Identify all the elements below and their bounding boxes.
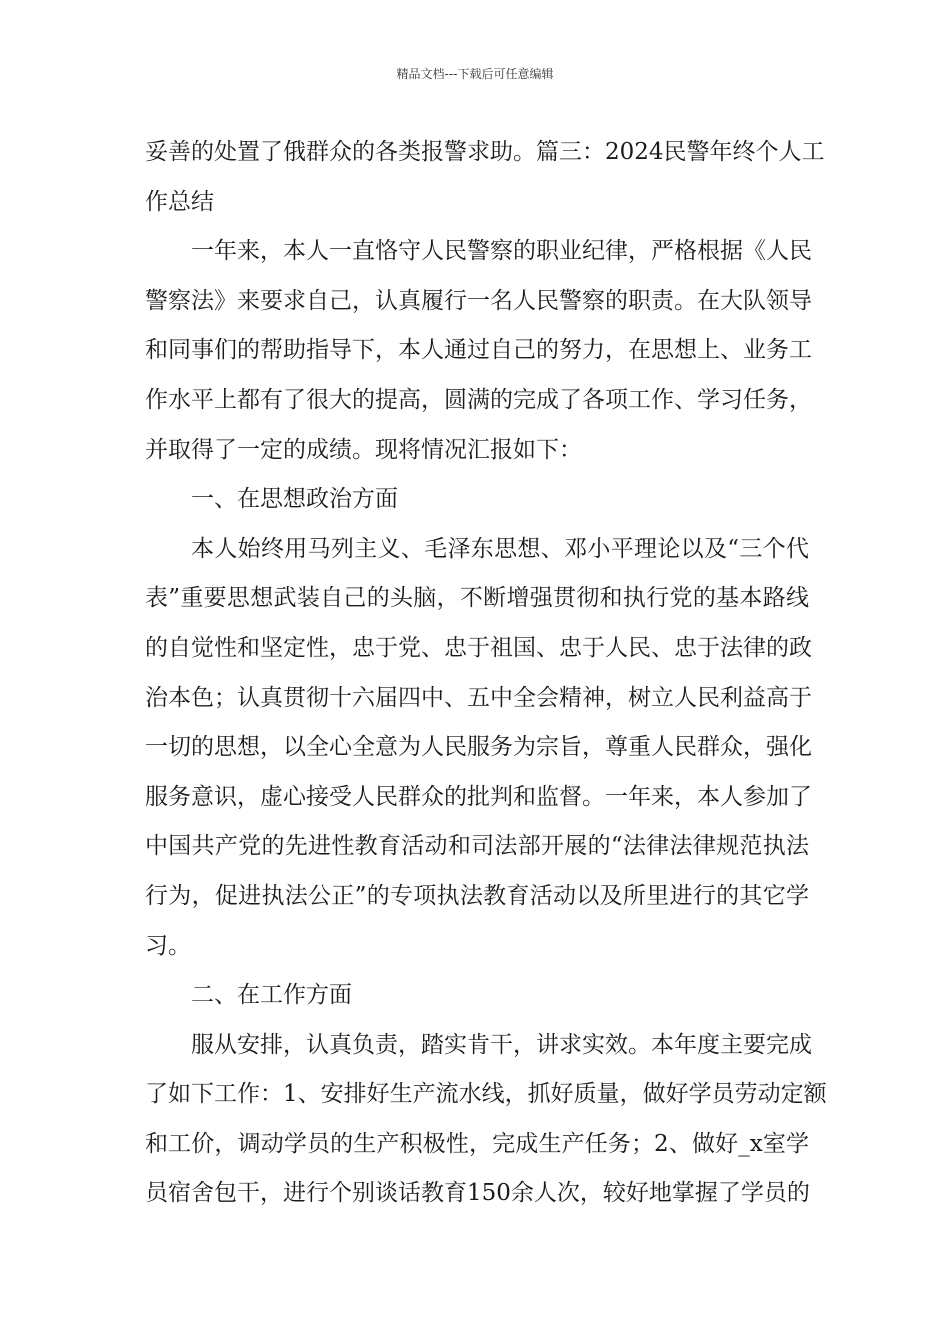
text-line: 和工价，调动学员的生产积极性，完成生产任务；2、做好_x室学 <box>145 1130 809 1157</box>
text-line: 了如下工作：1、安排好生产流水线，抓好质量，做好学员劳动定额 <box>145 1081 827 1108</box>
text-line: 一年来，本人一直恪守人民警察的职业纪律，严格根据《人民 <box>191 238 812 265</box>
text-line: 治本色；认真贯彻十六届四中、五中全会精神，树立人民利益高于 <box>145 684 812 711</box>
text-line: 行为，促进执法公正”的专项执法教育活动以及所里进行的其它学 <box>145 882 809 909</box>
text-line: 服从安排，认真负责，踏实肯干，讲求实效。本年度主要完成 <box>191 1031 812 1058</box>
text-line: 本人始终用马列主义、毛泽东思想、邓小平理论以及“三个代 <box>191 535 809 562</box>
text-line: 一切的思想，以全心全意为人民服务为宗旨，尊重人民群众，强化 <box>145 734 812 761</box>
text-line: 作总结 <box>145 188 214 215</box>
text-line: 中国共产党的先进性教育活动和司法部开展的“法律法律规范执法 <box>145 833 809 860</box>
text-line: 妥善的处置了俄群众的各类报警求助。篇三：2024民警年终个人工 <box>145 139 825 165</box>
document-body <box>145 128 827 1219</box>
text-line: 作水平上都有了很大的提高，圆满的完成了各项工作、学习任务， <box>145 386 812 413</box>
text-line: 服务意识，虚心接受人民群众的批判和监督。一年来，本人参加了 <box>145 783 812 810</box>
text-line: 表”重要思想武装自己的头脑，不断增强贯彻和执行党的基本路线 <box>145 585 809 612</box>
text-line: 警察法》来要求自己，认真履行一名人民警察的职责。在大队领导 <box>145 287 812 314</box>
text-line: 并取得了一定的成绩。现将情况汇报如下： <box>145 436 582 463</box>
text-line: 一、在思想政治方面 <box>191 486 398 513</box>
text-line: 和同事们的帮助指导下，本人通过自己的努力，在思想上、业务工 <box>145 337 812 364</box>
text-line: 的自觉性和坚定性，忠于党、忠于祖国、忠于人民、忠于法律的政 <box>145 634 812 661</box>
text-line: 二、在工作方面 <box>191 982 352 1009</box>
text-line: 习。 <box>145 932 191 959</box>
page-header: 精品文档---下载后可任意编辑 <box>396 67 554 81</box>
body-text <box>145 128 827 1219</box>
text-line: 员宿舍包干，进行个别谈话教育150余人次，较好地掌握了学员的 <box>145 1180 810 1207</box>
